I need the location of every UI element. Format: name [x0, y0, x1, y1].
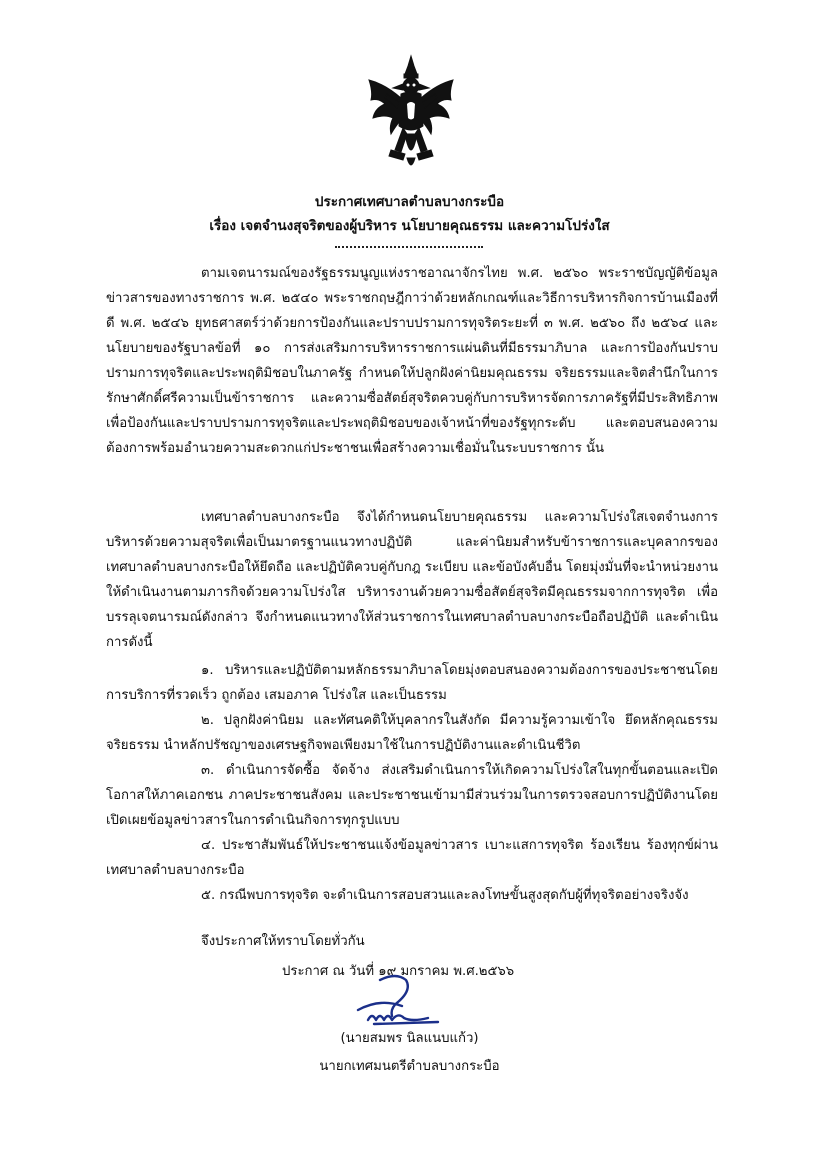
list-item: ๔. ประชาสัมพันธ์ให้ประชาชนแจ้งข้อมูลข่าวสาร เบาะแสการทุจริต ร้องเรียน ร้องทุกข์ผ่านเทศบาลตำบลบางกระบือ	[106, 838, 718, 878]
list-item: ๓. ดำเนินการจัดซื้อ จัดจ้าง ส่งเสริมดำเนินการให้เกิดความโปร่งใสในทุกขั้นตอนและเปิดโอกาสให้ภาคเอกชน ภาคประชาชนสังคม และประชาชนเข้ามามีส่วนร่วมในการตรวจสอบการปฏิบัติงานโดยเปิดเผยข้อมูลข่าวสารในการดำเนินกิจการทุกรูปแบบ	[106, 763, 718, 828]
announcement-date: ประกาศ ณ วันที่ ๑๙ มกราคม พ.ศ.๒๕๖๖	[282, 964, 515, 979]
paragraph-1: ตามเจตนารมณ์ของรัฐธรรมนูญแห่งราชอาณาจักรไทย พ.ศ. ๒๕๖๐ พระราชบัญญัติข้อมูลข่าวสารของทางราชการ พ.ศ. ๒๕๔๐ พระราชกฤษฎีกาว่าด้วยหลักเกณฑ์และวิธีการบริหารกิจการบ้านเมืองที่ดี พ.ศ. ๒๕๔๖ ยุทธศาสตร์ว่าด้วยการป้องกันและปราบปรามการทุจริตระยะที่ ๓ พ.ศ. ๒๕๖๐ ถึง ๒๕๖๔ และนโยบายของรัฐบาลข้อที่ ๑๐ การส่งเสริมการบริหารราชการแผ่นดินที่มีธรรมาภิบาล และการป้องกันปราบปรามการทุจริตและประพฤติมิชอบในภาครัฐ กำหนดให้ปลูกฝังค่านิยมคุณธรรม จริยธรรมและจิตสำนึกในการรักษาศักดิ์ศรีความเป็นข้าราชการ และความซื่อสัตย์สุจริตควบคู่กับการบริหารจัดการภาครัฐที่มีประสิทธิภาพ เพื่อป้องกันและปราบปรามการทุจริตและประพฤติมิชอบของเจ้าหน้าที่ของรัฐทุกระดับ และตอบสนองความต้องการพร้อมอำนวยความสะดวกแก่ประชาชนเพื่อสร้างความเชื่อมั่นในระบบราชการ นั้น	[106, 266, 718, 456]
announcement-title: ประกาศเทศบาลตำบลบางกระบือ	[314, 194, 505, 210]
dotted-divider	[335, 236, 483, 248]
signature-mark	[350, 968, 450, 1034]
list-item: ๒. ปลูกฝังค่านิยม และทัศนคติให้บุคลากรในสังกัด มีความรู้ความเข้าใจ ยึดหลักคุณธรรมจริยธรรม นำหลักปรัชญาของเศรษฐกิจพอเพียงมาใช้ในการปฏิบัติงานและดำเนินชีวิต	[106, 713, 718, 753]
list-item: ๕. กรณีพบการทุจริต จะดำเนินการสอบสวนและลงโทษขั้นสูงสุดกับผู้ที่ทุจริตอย่างจริงจัง	[201, 888, 689, 903]
garuda-emblem-icon	[363, 54, 459, 172]
list-item: ๑. บริหารและปฏิบัติตามหลักธรรมาภิบาลโดยมุ่งตอบสนองความต้องการของประชาชนโดยการบริการที่รวดเร็ว ถูกต้อง เสมอภาค โปร่งใส และเป็นธรรม	[106, 663, 718, 703]
paragraph-2: เทศบาลตำบลบางกระบือ จึงได้กำหนดนโยบายคุณธรรม และความโปร่งใสเจตจำนงการบริหารด้วยความสุจริตเพื่อเป็นมาตรฐานแนวทางปฏิบัติ และค่านิยมสำหรับข้าราชการและบุคลากรของเทศบาลตำบลบางกระบือให้ยึดถือ และปฏิบัติควบคู่กับกฎ ระเบียบ และข้อบังคับอื่น โดยมุ่งมั่นที่จะนำหน่วยงานให้ดำเนินงานตามภารกิจด้วยความโปร่งใส บริหารงานด้วยความซื่อสัตย์สุจริตมีคุณธรรมจากการทุจริต เพื่อบรรลุเจตนารมณ์ดังกล่าว จึงกำหนดแนวทางให้ส่วนราชการในเทศบาลตำบลบางกระบือถือปฏิบัติ และดำเนินการดังนี้	[106, 510, 718, 650]
announcement-subject: เรื่อง เจตจำนงสุจริตของผู้บริหาร นโยบายคุณธรรม และความโปร่งใส	[209, 218, 610, 234]
signatory-position: นายกเทศมนตรีตำบลบางกระบือ	[319, 1059, 500, 1074]
closing-announcement: จึงประกาศให้ทราบโดยทั่วกัน	[201, 934, 365, 949]
signatory-name: (นายสมพร นิลแนบแก้ว)	[340, 1031, 479, 1046]
